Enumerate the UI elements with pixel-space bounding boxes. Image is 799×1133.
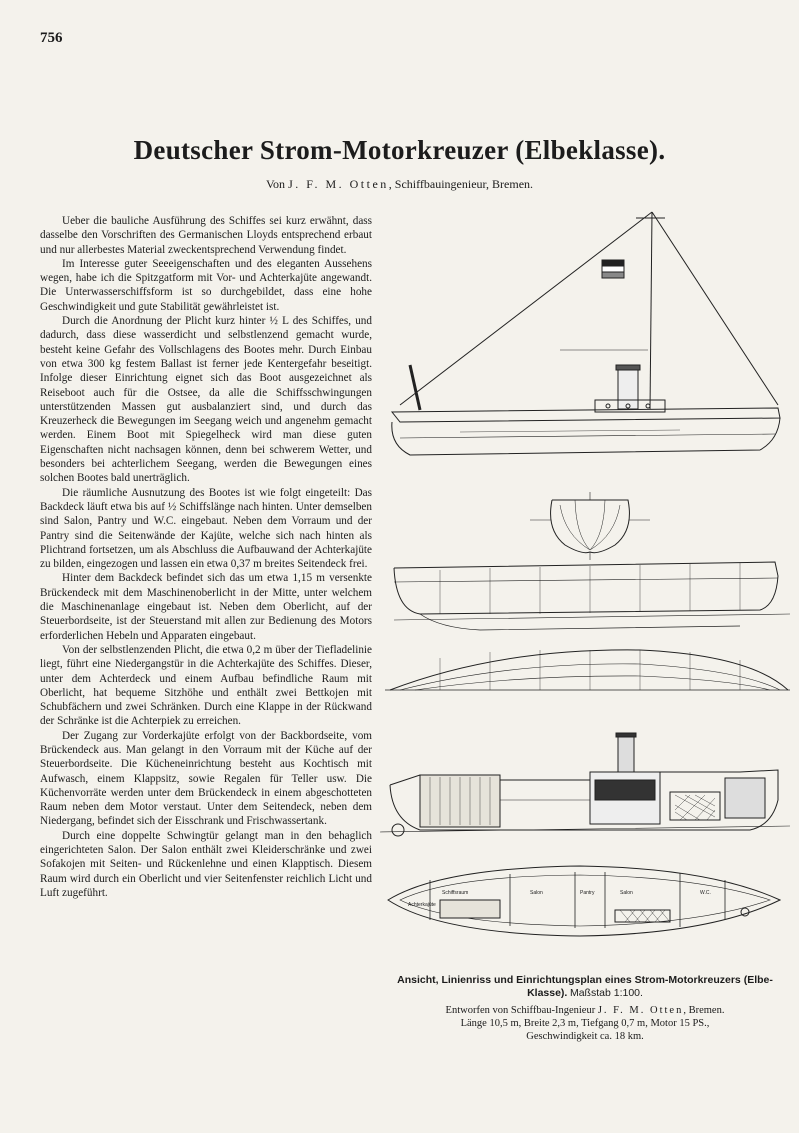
paragraph: Im Interesse guter Seeeigenschaften und des eleganten Aussehens wegen, habe ich die Spitzgatform mit Vor- und Achterkajüte angewandt. Die Unterwasserschiffsform ist so durchgebildet, dass eine hohe Geschwindigkeit und gute Stabilität gewährleistet ist. <box>40 257 372 313</box>
credit-suffix: , Bremen. <box>683 1005 725 1016</box>
article-body <box>40 214 372 900</box>
paragraph: Hinter dem Backdeck befindet sich das um etwa 1,15 m versenkte Brückendeck mit dem Maschinenoberlicht in der Mitte, unter welchem die Maschinenanlage eingebaut ist. Neben dem Oberlicht, auf der Steuerbordseite, ist der Steuerstand mit allen zur Bedienung des Motors erforderlichen Hebeln und Apparaten eingebaut. <box>40 572 372 642</box>
plan-label: Achterkajüte <box>408 902 436 908</box>
author-name: J. F. M. Otten <box>288 177 389 191</box>
article-title: Deutscher Strom-Motorkreuzer (Elbeklasse). <box>133 135 666 165</box>
paragraph: Durch die Anordnung der Plicht kurz hinter ½ L des Schiffes, und dadurch, dass diese wasserdicht und selbstlenzend gemacht wurde, besteht keine Gefahr des Vollschlagens des Bootes mehr. Durch Einbau von etwa 300 kg festem Ballast ist ferner jede Kentergefahr beseitigt. Infolge dieser Einrichtung eignet sich das Boot ausgezeichnet als Reiseboot auch für die Ostsee, da alle die Schiffsschwingungen unterstützenden Massen gut ausbalanziert sind, und durch das Kreuzerheck die Bewegungen im Seegang weich und angenehm gemacht werden. Einem Boot mit Spiegelheck wird man diese guten Eigenschaften nicht nachsagen können, denn bei schwerem Wetter, und besonders bei achterlichem Seegang, werden die Bewegungen eines solchen Bootes bald unerträglich. <box>40 315 372 485</box>
boat-elevation-drawing <box>392 212 780 455</box>
plan-label: Pantry <box>580 890 595 896</box>
credit-name: J. F. M. Otten <box>597 1005 684 1016</box>
caption-credit <box>380 1004 790 1017</box>
credit-dimensions: Länge 10,5 m, Breite 2,3 m, Tiefgang 0,7 m, Motor 15 PS., <box>460 1018 710 1029</box>
credit-speed: Geschwindigkeit ca. 18 km. <box>526 1031 644 1042</box>
paragraph: Der Zugang zur Vorderkajüte erfolgt von der Backbordseite, vom Brückendeck aus. Man gelangt in den Vorraum mit der Küche auf der Steuerbordseite. Die Kücheneinrichtung besteht aus Kochtisch mit Aufwasch, einem Klappsitz, sowie Regalen für Teller usw. Die Küchenvorräte werden unter dem Brückendeck in einem abgeschotteten Raum neben dem Motor verstaut. Unter dem Seitendeck, neben dem Niedergang, befindet sich der Eisschrank und Frischwassertank. <box>40 729 372 828</box>
plan-label: Salon <box>620 890 633 896</box>
article-byline <box>0 177 799 192</box>
section-drawing <box>380 733 790 836</box>
plan-label: W.C. <box>700 890 711 896</box>
caption-title: Ansicht, Linienriss und Einrichtungsplan eines Strom-Motorkreuzers (Elbe-Klasse). <box>397 974 773 999</box>
credit-prefix: Entworfen von Schiffbau-Ingenieur <box>445 1005 596 1016</box>
boat-drawings-figure <box>380 200 790 970</box>
deck-plan-drawing <box>388 866 780 936</box>
paragraph: Die räumliche Ausnutzung des Bootes ist wie folgt eingeteilt: Das Backdeck läuft etwa bis auf ½ Schiffslänge nach hinten. Unter demselben sind Salon, Pantry und W.C. eingebaut. Neben dem Vorraum und der Pantry sind die Seitenwände der Kajüte, welche sich nach hinten als Plichtrand fortsetzen, um als Abschluss die Aufbauwand der Achterkajüte zu bilden, eingezogen und lassen ein etwa 0,37 m breites Seitendeck frei. <box>40 486 372 571</box>
half-breadth-drawing <box>385 650 790 690</box>
page-number: 756 <box>40 30 63 46</box>
paragraph: Durch eine doppelte Schwingtür gelangt man in den behaglich eingerichteten Salon. Der Salon enthält zwei Kleiderschränke und zwei Sofakojen mit Seiten- und Rückenlehne und einen Klapptisch. Diesem Raum wird durch ein Oberlicht und vier Seitenfenster reichlich Licht und Luft zugeführt. <box>40 829 372 899</box>
byline-suffix: , Schiffbauingenieur, Bremen. <box>388 177 534 191</box>
profile-lines-drawing <box>394 562 790 630</box>
caption-scale: Maßstab 1:100. <box>569 987 643 999</box>
paragraph: Ueber die bauliche Ausführung des Schiffes sei kurz erwähnt, dass dasselbe den Vorschriften des Germanischen Lloyds entsprechend erbaut und nur allerbestes Material zweckentsprechend Verwendung findet. <box>40 215 372 256</box>
figure-caption <box>380 974 790 1043</box>
plan-label: Schiffsraum <box>442 890 469 896</box>
plan-label: Salon <box>530 890 543 896</box>
byline-prefix: Von <box>265 177 286 191</box>
body-plan-drawing <box>530 492 650 560</box>
paragraph: Von der selbstlenzenden Plicht, die etwa 0,2 m über der Tiefladelinie liegt, führt eine Niedergangstür in die Achterkajüte des Schiffes. Dieser, unter dem Achterdeck und einem Aufbau befindliche Raum mit Oberlicht, hat bequeme Sitzhöhe und enthält zwei Bettkojen mit Schubfächern und zwei Schränken. Durch eine Klappe in der Rückwand der Schränke ist die Achterpiek zu erreichen. <box>40 643 372 728</box>
